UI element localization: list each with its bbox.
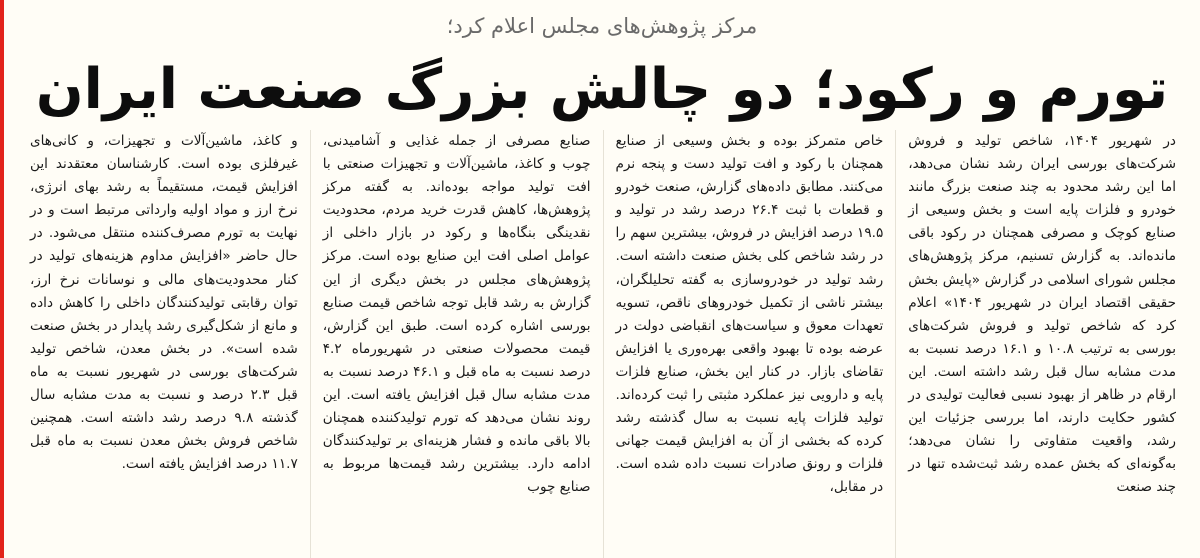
article-column-2 — [603, 130, 896, 558]
article-column-4 — [18, 130, 310, 558]
article-body — [18, 130, 1188, 558]
article-column-3 — [310, 130, 603, 558]
article-headline: تورم و رکود؛ دو چالش بزرگ صنعت ایران — [35, 57, 1169, 122]
article-paragraph: خاص متمرکز بوده و بخش وسیعی از صنایع همچنان با رکود و افت تولید دست و پنجه نرم می‌کنند. مطابق داده‌های گزارش، صنعت خودرو و قطعات با ثبت ۲۶.۴ درصد رشد در تولید و ۱۹.۵ درصد افزایش در فروش، بیشترین سهم را در رشد شاخص کلی بخش صنعت داشته است. رشد تولید در خودروسازی به گفته تحلیلگران، بیشتر ناشی از تکمیل خودروهای ناقص، تسویه تعهدات معوق و سیاست‌های انقباضی دولت در عرضه بوده تا بهبود واقعی بهره‌وری یا افزایش تقاضای بازار. در کنار این بخش، صنایع فلزات پایه و دارویی نیز عملکرد مثبتی را ثبت کرده‌اند. تولید فلزات پایه نسبت به سال گذشته رشد کرده که بخشی از آن به افزایش قیمت جهانی فلزات و رونق صادرات نسبت داده شده است. در مقابل، — [615, 133, 884, 496]
article-paragraph: صنایع مصرفی از جمله غذایی و آشامیدنی، چوب و کاغذ، ماشین‌آلات و تجهیزات صنعتی با افت تولید مواجه بوده‌اند. به گفته مرکز پژوهش‌ها، کاهش قدرت خرید مردم، محدودیت نقدینگی بنگاه‌ها و رکود در بازار داخلی از عوامل اصلی افت این صنایع بوده است. مرکز پژوهش‌های مجلس در بخش دیگری از این گزارش به رشد قابل توجه شاخص قیمت صنایع بورسی اشاره کرده است. طبق این گزارش، قیمت محصولات صنعتی در شهریورماه ۴.۲ درصد نسبت به ماه قبل و ۴۶.۱ درصد نسبت به مدت مشابه سال قبل افزایش یافته است. این روند نشان می‌دهد که تورم تولیدکننده همچنان بالا باقی مانده و فشار هزینه‌ای بر تولیدکنندگان ادامه دارد. بیشترین رشد قیمت‌ها مربوط به صنایع چوب — [322, 133, 591, 496]
article-column-1 — [895, 130, 1188, 558]
article-paragraph: و کاغذ، ماشین‌آلات و تجهیزات، و کانی‌های غیرفلزی بوده است. کارشناسان معتقدند این افزایش قیمت، مستقیماً به رشد بهای انرژی، نرخ ارز و مواد اولیه وارداتی مرتبط است و در نهایت به تورم مصرف‌کننده منتقل می‌شود. در حال حاضر «افزایش مداوم هزینه‌های تولید در کنار محدودیت‌های مالی و نوسانات نرخ ارز، توان رقابتی تولیدکنندگان داخلی را کاهش داده و مانع از شکل‌گیری رشد پایدار در بخش صنعت شده است». در بخش معدن، شاخص تولید شرکت‌های بورسی در شهریور نسبت به ماه قبل ۲.۳ درصد و نسبت به مدت مشابه سال گذشته ۹.۸ درصد رشد داشته است. همچنین شاخص فروش بخش معدن نسبت به ماه قبل ۱۱.۷ درصد افزایش یافته است. — [30, 133, 298, 473]
article-kicker: مرکز پژوهش‌های مجلس اعلام کرد؛ — [446, 14, 758, 38]
article-paragraph: در شهریور ۱۴۰۴، شاخص تولید و فروش شرکت‌های بورسی ایران رشد نشان می‌دهد، اما این رشد محدود به چند صنعت بزرگ مانند خودرو و فلزات پایه است و بخش وسیعی از صنایع کوچک و مصرفی همچنان در رکود باقی مانده‌اند. به گزارش تسنیم، مرکز پژوهش‌های مجلس شورای اسلامی در گزارش «پایش بخش حقیقی اقتصاد ایران در شهریور ۱۴۰۴» اعلام کرد که شاخص تولید و فروش شرکت‌های بورسی به ترتیب ۱۰.۸ و ۱۶.۱ درصد نسبت به مدت مشابه سال قبل رشد داشته است. این ارقام در ظاهر از بهبود نسبی فعالیت تولیدی در کشور حکایت دارند، اما بررسی جزئیات این رشد، واقعیت متفاوتی را نشان می‌دهد؛ به‌گونه‌ای که بخش عمده رشد ثبت‌شده تنها در چند صنعت — [908, 133, 1176, 496]
